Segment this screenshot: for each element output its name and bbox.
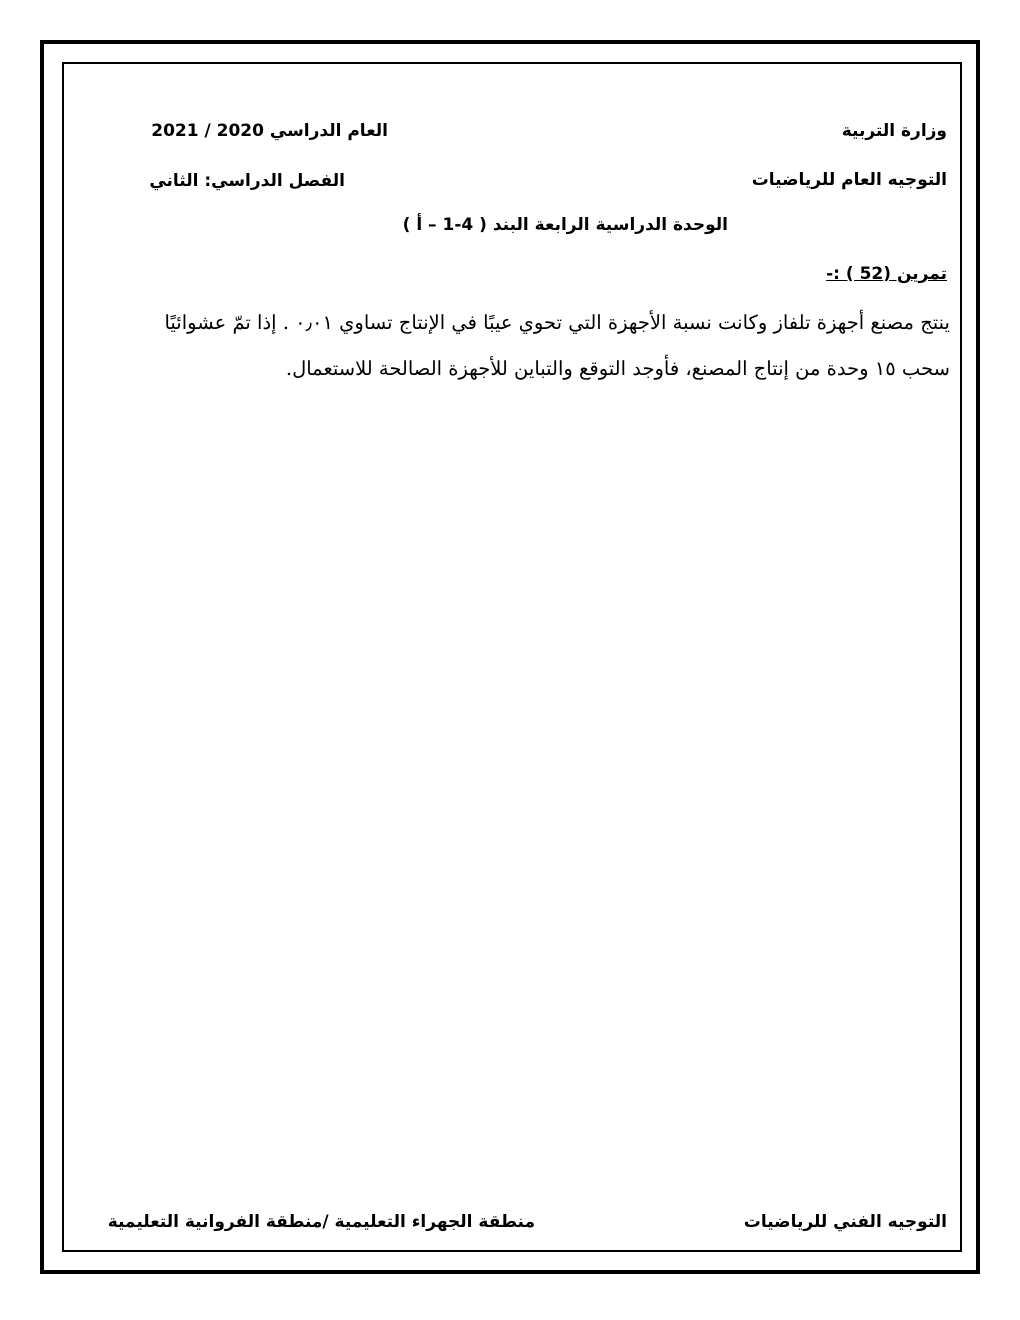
problem-line-2: سحب ١٥ وحدة من إنتاج المصنع، فأوجد التوقع والتباين للأجهزة الصالحة للاستعمال. [285,357,950,380]
ministry-label: وزارة التربية [841,121,947,141]
academic-year-label: العام الدراسي 2020 / 2021 [151,121,388,141]
supervision-label: التوجيه العام للرياضيات [751,170,947,190]
problem-statement [70,300,950,392]
problem-line-1: ينتج مصنع أجهزة تلفاز وكانت نسبة الأجهزة التي تحوي عيبًا في الإنتاج تساوي ٠٫٠١ . إذا تمّ عشوائيًا [164,311,950,334]
inner-page-border [62,62,962,1252]
semester-label: الفصل الدراسي: الثاني [149,171,345,191]
footer-supervision: التوجيه الفني للرياضيات [743,1212,947,1232]
footer-regions: منطقة الجهراء التعليمية /منطقة الفروانية التعليمية [107,1212,535,1232]
exercise-title: تمرين (52 ) :- [826,264,947,284]
unit-heading: الوحدة الدراسية الرابعة البند ( 4-1 – أ ) [402,215,728,235]
